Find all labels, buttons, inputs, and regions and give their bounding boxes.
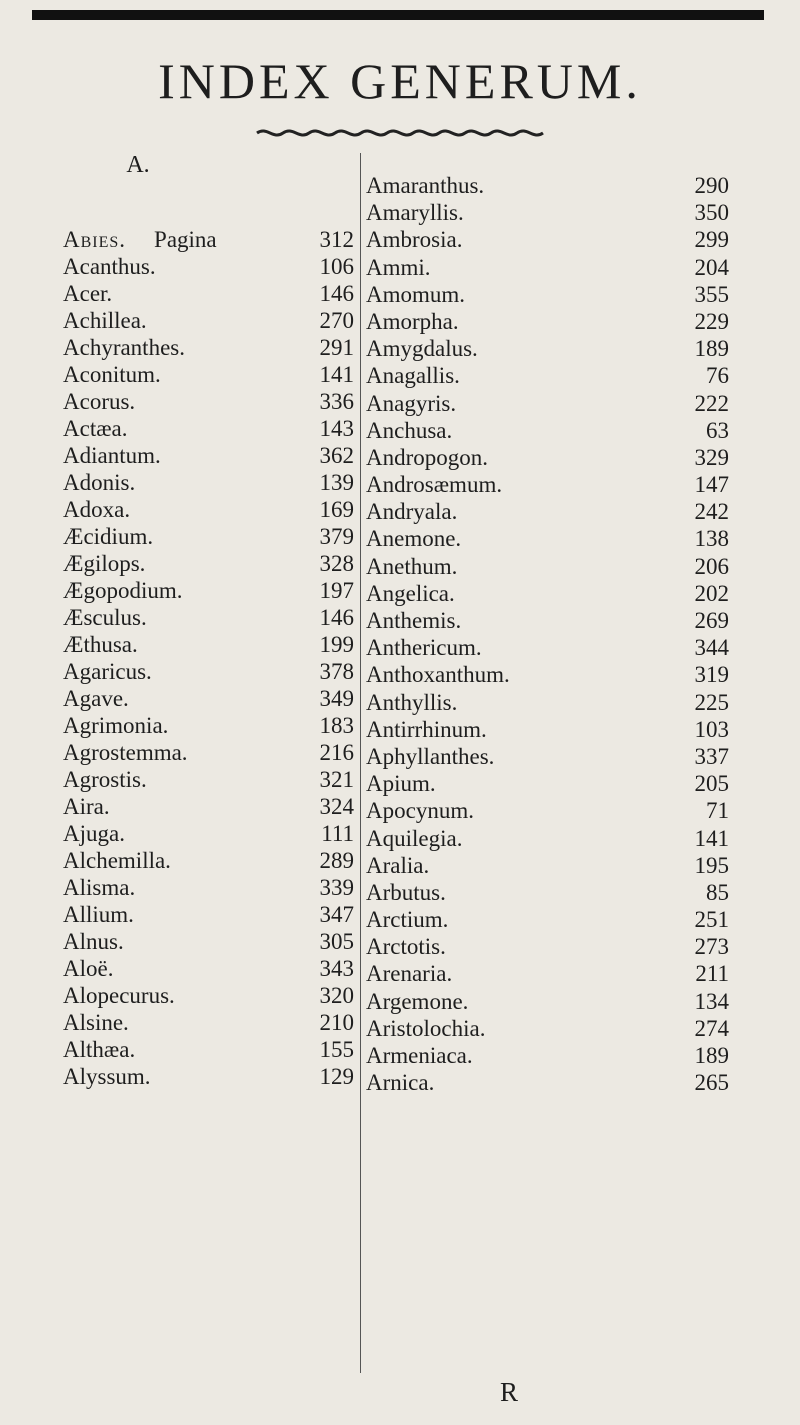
- index-entry: [366, 689, 729, 716]
- page-number: 222: [694, 390, 729, 416]
- genus-name: Achyranthes.: [63, 335, 185, 360]
- page-number: 270: [319, 308, 354, 333]
- index-entry: [63, 982, 354, 1009]
- index-entry: [366, 1015, 729, 1042]
- index-entry: [366, 960, 729, 987]
- left-index-column: [63, 226, 354, 1090]
- page-number: 129: [319, 1064, 354, 1089]
- page-number: 265: [694, 1070, 729, 1096]
- genus-name: Arctotis.: [366, 934, 446, 960]
- genus-name: Aristolochia.: [366, 1015, 486, 1041]
- index-entry: [366, 390, 729, 417]
- index-entry: [366, 525, 729, 552]
- page-number: 206: [694, 553, 729, 579]
- page-number: 344: [694, 635, 729, 661]
- genus-name: Amaranthus.: [366, 173, 485, 198]
- index-entry: [366, 825, 729, 852]
- index-entry: [366, 226, 729, 253]
- page-number: 71: [706, 798, 729, 824]
- page-number: 210: [319, 1010, 354, 1035]
- page-number: 147: [694, 472, 729, 498]
- index-entry: [63, 577, 354, 604]
- index-entry: [366, 172, 729, 199]
- index-entry: [63, 415, 354, 442]
- genus-name: Acorus.: [63, 389, 136, 414]
- genus-name: Ammi.: [366, 254, 431, 280]
- page-number: 205: [694, 771, 729, 797]
- index-entry: [63, 658, 354, 685]
- index-entry: [366, 281, 729, 308]
- genus-name: Allium.: [63, 902, 134, 927]
- index-entry: [63, 523, 354, 550]
- genus-name: Angelica.: [366, 580, 455, 606]
- genus-name: Anethum.: [366, 553, 458, 579]
- index-entry: [63, 955, 354, 982]
- genus-name: Alsine.: [63, 1010, 129, 1035]
- right-index-column: [366, 172, 729, 1096]
- genus-name: Æthusa.: [63, 632, 138, 657]
- genus-name: Aquilegia.: [366, 825, 463, 851]
- genus-name: Achillea.: [63, 308, 147, 333]
- page-number: 290: [694, 173, 729, 198]
- genus-name: Aphyllanthes.: [366, 743, 495, 769]
- genus-name: Aconitum.: [63, 362, 161, 387]
- index-entry: [366, 1069, 729, 1096]
- page-number: 320: [319, 983, 354, 1008]
- page-number: 189: [694, 1043, 729, 1068]
- page-number: 336: [319, 389, 354, 414]
- page-number: 291: [319, 335, 354, 360]
- page-number: 169: [319, 497, 354, 522]
- index-entry: [63, 874, 354, 901]
- index-entry: [63, 388, 354, 415]
- index-entry: [366, 362, 729, 389]
- index-entry: [63, 793, 354, 820]
- page-number: 216: [319, 740, 354, 765]
- genus-name: Ambrosia.: [366, 227, 463, 253]
- page-number: 139: [319, 470, 354, 495]
- genus-name: Anthemis.: [366, 608, 462, 633]
- page-number: 106: [319, 254, 354, 279]
- index-entry: [63, 820, 354, 847]
- index-entry: [366, 335, 729, 362]
- column-divider: [360, 153, 361, 1373]
- page-number: 305: [319, 929, 354, 954]
- index-entry: [366, 553, 729, 580]
- signature-mark: R: [500, 1377, 519, 1407]
- genus-name: Alyssum.: [63, 1064, 151, 1089]
- index-entry: [63, 739, 354, 766]
- page-number: 225: [694, 689, 729, 715]
- page-number: 143: [319, 416, 354, 441]
- page-number: 378: [319, 659, 354, 684]
- genus-name: Ægopodium.: [63, 578, 183, 603]
- page-number: 329: [694, 444, 729, 470]
- page-number: 155: [319, 1037, 354, 1062]
- index-entry: [366, 471, 729, 498]
- genus-name: Arctium.: [366, 907, 449, 933]
- genus-name: Agrostis.: [63, 767, 147, 792]
- page-number: 274: [694, 1015, 729, 1041]
- index-entry: [63, 226, 354, 253]
- index-entry: [63, 361, 354, 388]
- index-entry: [63, 766, 354, 793]
- page-number: 299: [694, 227, 729, 253]
- page-number: 146: [319, 281, 354, 306]
- genus-name: Apium.: [366, 771, 436, 797]
- page-number: 76: [706, 363, 729, 389]
- page-number: 355: [694, 281, 729, 307]
- page-number: 347: [319, 902, 354, 927]
- index-entry: [63, 280, 354, 307]
- page-number: 138: [694, 526, 729, 552]
- index-entry: [366, 797, 729, 824]
- page-number: 183: [319, 713, 354, 738]
- page-number: 103: [694, 716, 729, 742]
- index-entry: [63, 928, 354, 955]
- index-entry: [63, 901, 354, 928]
- index-entry: [366, 308, 729, 335]
- index-entry: [63, 685, 354, 712]
- genus-name: Aira.: [63, 794, 110, 819]
- page-number: 204: [694, 254, 729, 280]
- genus-name: Andryala.: [366, 499, 458, 525]
- index-entry: [63, 496, 354, 523]
- index-entry: [63, 307, 354, 334]
- top-rule: [32, 10, 764, 20]
- page-number: 211: [695, 961, 729, 987]
- genus-name: Adiantum.: [63, 443, 161, 468]
- index-entry: [63, 712, 354, 739]
- page-number: 85: [706, 879, 729, 905]
- genus-name: Æcidium.: [63, 524, 154, 549]
- index-entry: [63, 1036, 354, 1063]
- genus-name: Agrostemma.: [63, 740, 188, 765]
- genus-name: Alisma.: [63, 875, 136, 900]
- genus-name: Andropogon.: [366, 444, 489, 470]
- genus-name: Agave.: [63, 686, 129, 711]
- genus-name: Acanthus.: [63, 254, 156, 279]
- index-entry: [366, 879, 729, 906]
- page-label: Pagina: [154, 227, 217, 252]
- page-number: 349: [319, 686, 354, 711]
- page-number: 343: [319, 956, 354, 981]
- index-entry: [366, 852, 729, 879]
- index-entry: [366, 743, 729, 770]
- genus-name: Anagyris.: [366, 390, 457, 416]
- genus-name: Alopecurus.: [63, 983, 175, 1008]
- page-number: 273: [694, 934, 729, 960]
- genus-name: Apocynum.: [366, 798, 474, 824]
- page-number: 146: [319, 605, 354, 630]
- index-entry: [366, 634, 729, 661]
- index-entry: [63, 1009, 354, 1036]
- page-title: INDEX GENERUM.: [158, 53, 642, 109]
- section-letter: A.: [126, 152, 150, 178]
- genus-name: Aralia.: [366, 852, 430, 878]
- page-number: 141: [319, 362, 354, 387]
- genus-name: Armeniaca.: [366, 1043, 473, 1068]
- genus-name: Amomum.: [366, 281, 466, 307]
- genus-name: Anagallis.: [366, 363, 460, 389]
- page-number: 197: [319, 578, 354, 603]
- page-number: 141: [694, 825, 729, 851]
- page-number: 324: [319, 794, 354, 819]
- page-number: 319: [694, 662, 729, 688]
- page-number: 195: [694, 852, 729, 878]
- index-entry: [63, 253, 354, 280]
- genus-name: Aloë.: [63, 956, 114, 981]
- page-number: 229: [694, 308, 729, 334]
- genus-name: Amaryllis.: [366, 200, 464, 226]
- genus-name: Amorpha.: [366, 308, 459, 334]
- index-entry: [366, 199, 729, 226]
- page-number: 63: [706, 417, 729, 443]
- index-entry: [366, 716, 729, 743]
- index-entry: [366, 417, 729, 444]
- index-entry: [366, 933, 729, 960]
- page-number: 339: [319, 875, 354, 900]
- index-entry: [366, 580, 729, 607]
- genus-name: Argemone.: [366, 988, 469, 1014]
- index-entry: [63, 550, 354, 577]
- genus-name: Arbutus.: [366, 879, 446, 905]
- index-entry: [63, 604, 354, 631]
- index-entry: [366, 1042, 729, 1069]
- index-entry: [63, 847, 354, 874]
- page-number: 362: [319, 443, 354, 468]
- genus-name: Althæa.: [63, 1037, 136, 1062]
- page-number: 189: [694, 336, 729, 362]
- page-number: 199: [319, 632, 354, 657]
- genus-name: Ajuga.: [63, 821, 125, 846]
- genus-name: Alnus.: [63, 929, 124, 954]
- genus-name: Adonis.: [63, 470, 136, 495]
- genus-name: Agrimonia.: [63, 713, 169, 738]
- page-number: 111: [321, 821, 354, 846]
- index-entry: [63, 334, 354, 361]
- genus-name: Anchusa.: [366, 417, 453, 443]
- genus-name: Anemone.: [366, 526, 462, 552]
- page-number: 134: [694, 988, 729, 1014]
- genus-name: Antirrhinum.: [366, 716, 487, 742]
- index-entry: [366, 607, 729, 634]
- genus-name: Actæa.: [63, 416, 128, 441]
- index-entry: [366, 988, 729, 1015]
- index-entry: [366, 498, 729, 525]
- index-entry: [63, 1063, 354, 1090]
- page-number: 289: [319, 848, 354, 873]
- page-number: 242: [694, 499, 729, 525]
- genus-name: Æsculus.: [63, 605, 147, 630]
- genus-name: Arenaria.: [366, 961, 453, 987]
- index-entry: [366, 254, 729, 281]
- page-number: 251: [694, 907, 729, 933]
- genus-name: Arnica.: [366, 1070, 435, 1096]
- page-number: 379: [319, 524, 354, 549]
- genus-name: Agaricus.: [63, 659, 152, 684]
- page-number: 321: [319, 767, 354, 792]
- page-number: 328: [319, 551, 354, 576]
- page-number: 202: [694, 580, 729, 606]
- index-entry: [366, 906, 729, 933]
- genus-name: Anthericum.: [366, 635, 482, 661]
- page-number: 337: [694, 743, 729, 769]
- index-entry: [366, 444, 729, 471]
- genus-name: Adoxa.: [63, 497, 131, 522]
- index-entry: [366, 661, 729, 688]
- genus-name: Acer.: [63, 281, 113, 306]
- page-number: 350: [694, 200, 729, 226]
- ornament-divider-icon: [255, 126, 545, 140]
- index-entry: [63, 469, 354, 496]
- genus-name: Androsæmum.: [366, 472, 503, 498]
- genus-name: Anthoxanthum.: [366, 662, 510, 688]
- index-entry: [366, 770, 729, 797]
- genus-name: Alchemilla.: [63, 848, 171, 873]
- genus-name: Anthyllis.: [366, 689, 458, 715]
- page-number: 269: [694, 608, 729, 633]
- page-number: 312: [319, 227, 354, 252]
- genus-name: Ægilops.: [63, 551, 146, 576]
- genus-name: Amygdalus.: [366, 336, 478, 362]
- genus-name: Abies.: [63, 227, 127, 252]
- index-entry: [63, 631, 354, 658]
- index-entry: [63, 442, 354, 469]
